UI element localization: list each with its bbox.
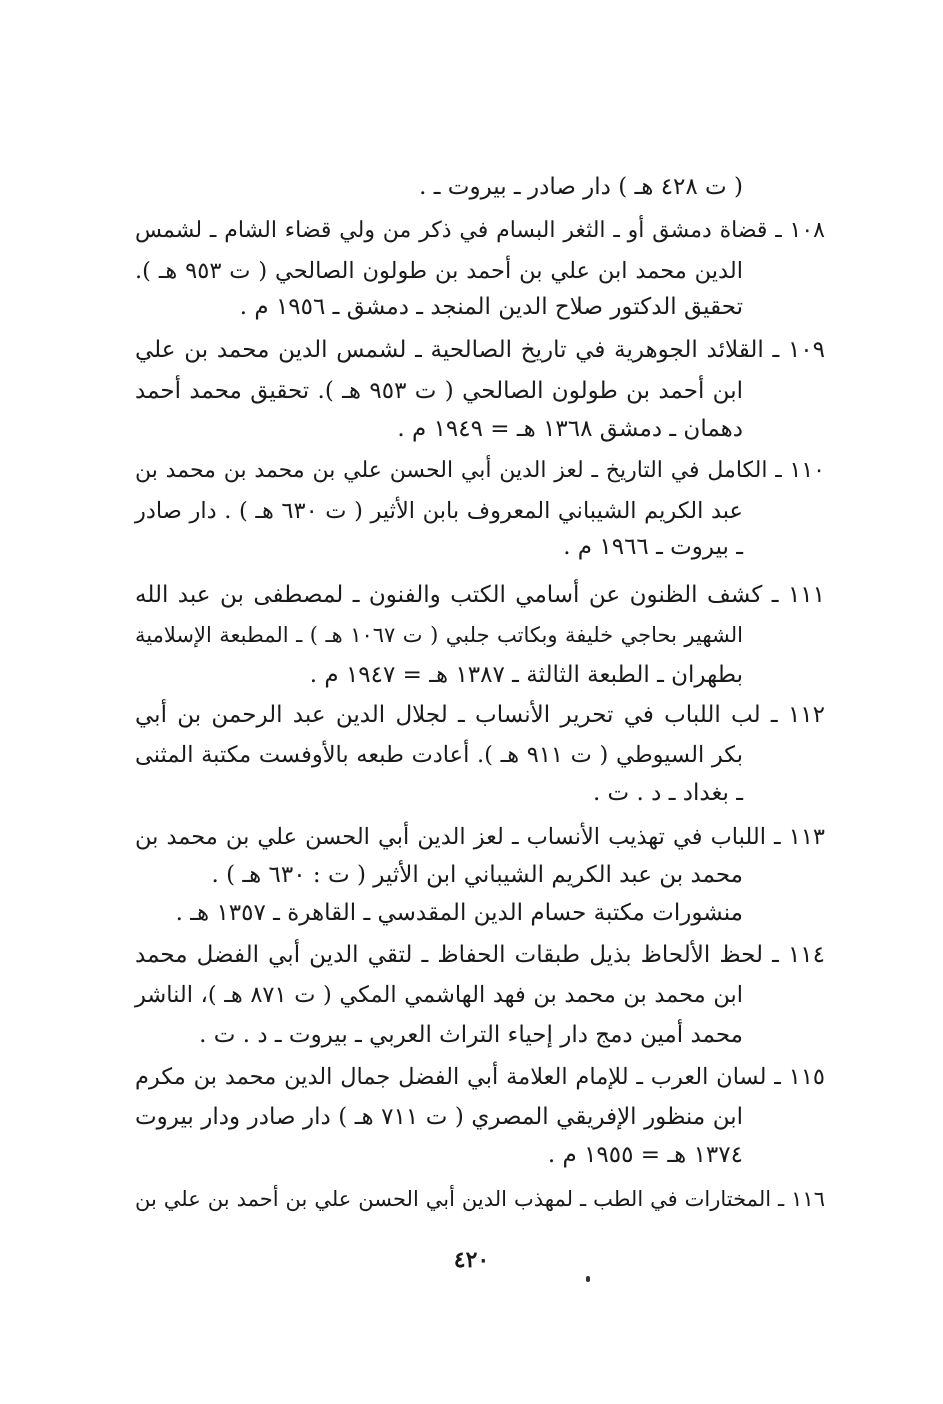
text-line: ـ بغداد ـ د . ت . <box>592 780 743 806</box>
text-line: الشهير بحاجي خليفة وبكاتب جلبي ( ت ١٠٦٧ هـ ) ـ المطبعة الإسلامية <box>135 623 743 647</box>
entry-109-line: ١٠٩ ـ القلائد الجوهرية في تاريخ الصالحية ـ لشمس الدين محمد بن علي <box>135 337 825 363</box>
text-line: الدين محمد ابن علي بن أحمد بن طولون الصالحي ( ت ٩٥٣ هـ ). <box>135 258 743 284</box>
text-line: تحقيق الدكتور صلاح الدين المنجد ـ دمشق ـ ١٩٥٦ م . <box>239 294 743 320</box>
scan-speck <box>586 1276 590 1282</box>
entry-114-line: ١١٤ ـ لحظ الألحاظ بذيل طبقات الحفاظ ـ لتقي الدين أبي الفضل محمد <box>135 942 825 968</box>
text-line: بطهران ـ الطبعة الثالثة ـ ١٣٨٧ هـ = ١٩٤٧ م . <box>309 662 743 688</box>
text-line: محمد أمين دمج دار إحياء التراث العربي ـ بيروت ـ د . ت . <box>199 1022 743 1048</box>
entry-115-line: ١١٥ ـ لسان العرب ـ للإمام العلامة أبي الفضل جمال الدين محمد بن مكرم <box>135 1064 825 1090</box>
text-line: ( ت ٤٢٨ هـ ) دار صادر ـ بيروت ـ . <box>419 174 743 200</box>
entry-113-line: ١١٣ ـ اللباب في تهذيب الأنساب ـ لعز الدين أبي الحسن علي بن محمد بن <box>135 824 825 850</box>
text-line: عبد الكريم الشيباني المعروف بابن الأثير ( ت ٦٣٠ هـ ) . دار صادر <box>135 498 743 524</box>
entry-110-line: ١١٠ ـ الكامل في التاريخ ـ لعز الدين أبي الحسن علي بن محمد بن محمد بن <box>135 458 825 483</box>
entry-112-line: ١١٢ ـ لب اللباب في تحرير الأنساب ـ لجلال الدين عبد الرحمن بن أبي <box>135 702 825 728</box>
text-line: ابن منظور الإفريقي المصري ( ت ٧١١ هـ ) دار صادر ودار بيروت <box>135 1104 743 1130</box>
text-line: ١٣٧٤ هـ = ١٩٥٥ م . <box>547 1142 743 1168</box>
text-line: منشورات مكتبة حسام الدين المقدسي ـ القاهرة ـ ١٣٥٧ هـ . <box>175 900 743 926</box>
text-line: دهمان ـ دمشق ١٣٦٨ هـ = ١٩٤٩ م . <box>397 416 743 442</box>
text-line: محمد بن عبد الكريم الشيباني ابن الأثير ( ت : ٦٣٠ هـ ) . <box>211 862 743 888</box>
entry-108-line: ١٠٨ ـ قضاة دمشق أو ـ الثغر البسام في ذكر من ولي قضاء الشام ـ لشمس <box>135 218 825 243</box>
text-line: بكر السيوطي ( ت ٩١١ هـ ). أعادت طبعه بالأوفست مكتبة المثنى <box>135 742 743 768</box>
text-line: ـ بيروت ـ ١٩٦٦ م . <box>563 534 743 560</box>
page-number: ٤٢٠ <box>453 1247 490 1273</box>
entry-116-line: ١١٦ ـ المختارات في الطب ـ لمهذب الدين أبي الحسن علي بن أحمد بن علي بن <box>135 1187 825 1211</box>
text-line: ابن محمد بن محمد بن فهد الهاشمي المكي ( ت ٨٧١ هـ )، الناشر <box>135 982 743 1008</box>
text-line: ابن أحمد بن طولون الصالحي ( ت ٩٥٣ هـ ). تحقيق محمد أحمد <box>135 378 743 404</box>
entry-111-line: ١١١ ـ كشف الظنون عن أسامي الكتب والفنون ـ لمصطفى بن عبد الله <box>135 582 825 608</box>
